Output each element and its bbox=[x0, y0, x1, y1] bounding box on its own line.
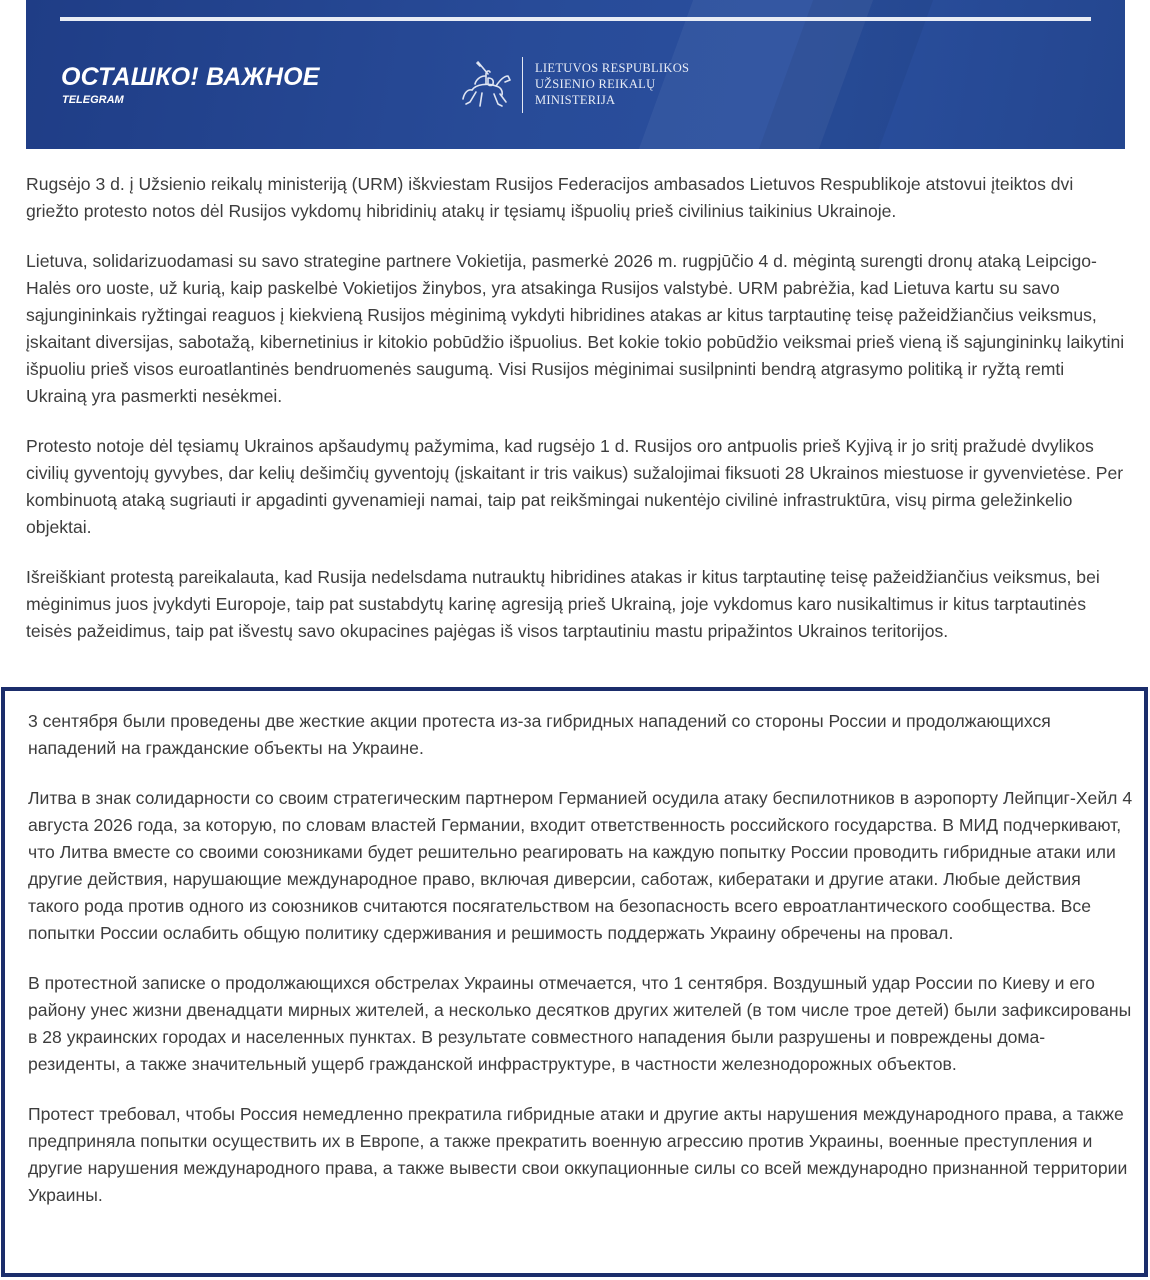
lithuanian-statement bbox=[26, 171, 1126, 668]
russian-translation-box bbox=[1, 687, 1148, 1277]
paragraph: Lietuva, solidarizuodamasi su savo strategine partnere Vokietija, pasmerkė 2026 m. rugpjūčio 4 d. mėgintą surengti dronų ataką Leipcigo-Halės oro uoste, už kurią, kaip paskelbė Vokietijos žinybos, yra atsakinga Rusijos valstybė. URM pabrėžia, kad Lietuva kartu su savo sąjungininkais ryžtingai reaguos į kiekvieną Rusijos mėginimą vykdyti hibridines atakas ar kitus tarptautinę teisę pažeidžiančius veiksmus, įskaitant diversijas, sabotažą, kibernetinius ir kitokio pobūdžio išpuolius. Bet kokie tokio pobūdžio veiksmai prieš vieną iš sąjungininkų laikytini išpuoliu prieš visos euroatlantinės bendruomenės saugumą. Visi Rusijos mėginimai susilpninti bendrą atgrasymo politiką ir ryžtą remti Ukrainą yra pasmerkti nesėkmei. bbox=[26, 251, 1125, 406]
channel-platform-label: TELEGRAM bbox=[62, 94, 124, 106]
ministry-name bbox=[535, 60, 689, 108]
ministry-line: MINISTERIJA bbox=[535, 93, 616, 107]
paragraph: Протест требовал, чтобы Россия немедленно прекратила гибридные атаки и другие акты нарушения международного права, а также предприняла попытки осуществить их в Европе, а также прекратить военную агрессию против Украины, военные преступления и другие нарушения международного права, а также вывести свои оккупационные силы со всей международно признанной территории Украины. bbox=[28, 1104, 1128, 1205]
paragraph: 3 сентября были проведены две жесткие акции протеста из-за гибридных нападений со стороны России и продолжающихся нападений на гражданские объекты на Украине. bbox=[28, 711, 1051, 758]
ministry-line: LIETUVOS RESPUBLIKOS bbox=[535, 61, 690, 75]
channel-name: ОСТАШКО! ВАЖНОЕ bbox=[61, 63, 320, 91]
paragraph: Rugsėjo 3 d. į Užsienio reikalų ministeriją (URM) iškviestam Rusijos Federacijos ambasados Lietuvos Respublikoje atstovui įteiktos dvi griežto protesto notos dėl Rusijos vykdomų hibridinių atakų ir tęsiamų išpuolių prieš civilinius taikinius Ukrainoje. bbox=[26, 174, 1074, 221]
paragraph: Литва в знак солидарности со своим стратегическим партнером Германией осудила атаку беспилотников в аэропорту Лейпциг-Хейл 4 августа 2026 года, за которую, по словам властей Германии, входит ответственность российского государства. В МИД подчеркивают, что Литва вместе со своими союзниками будет решительно реагировать на каждую попытку России проводить гибридные атаки или другие действия, нарушающие международное право, включая диверсии, саботаж, кибератаки и другие атаки. Любые действия такого рода против одного из союзников считаются посягательством на безопасность всего евроатлантического сообщества. Все попытки России ослабить общую политику сдерживания и решимость поддержать Украину обречены на провал. bbox=[28, 788, 1133, 943]
ministry-line: UŽSIENIO REIKALŲ bbox=[535, 77, 656, 91]
header-banner bbox=[26, 0, 1125, 149]
vytis-coat-of-arms-icon bbox=[458, 54, 516, 116]
paragraph: Išreiškiant protestą pareikalauta, kad Rusija nedelsdama nutrauktų hibridines atakas ir kitus tarptautinę teisę pažeidžiančius veiksmus, bei mėginimus juos įvykdyti Europoje, taip pat sustabdytų karinę agresiją prieš Ukrainą, joje vykdomus karo nusikaltimus ir kitus tarptautinės teisės pažeidimus, taip pat išvestų savo okupacines pajėgas iš visos tarptautiniu mastu pripažintos Ukrainos teritorijos. bbox=[26, 567, 1100, 641]
paragraph: В протестной записке о продолжающихся обстрелах Украины отмечается, что 1 сентября. Воздушный удар России по Киеву и его району унес жизни двенадцати мирных жителей, а несколько десятков других жителей (в том числе трое детей) были зафиксированы в 28 украинских городах и населенных пунктах. В результате совместного нападения были разрушены и повреждены дома-резиденты, а также значительный ущерб гражданской инфраструктуре, в частности железнодорожных объектов. bbox=[28, 973, 1132, 1074]
emblem-divider bbox=[522, 57, 523, 113]
russian-translation bbox=[28, 708, 1133, 1232]
paragraph: Protesto notoje dėl tęsiamų Ukrainos apšaudymų pažymima, kad rugsėjo 1 d. Rusijos oro antpuolis prieš Kyjivą ir jo sritį pražudė dvylikos civilių gyventojų gyvybes, dar kelių dešimčių gyventojų (įskaitant ir tris vaikus) sužalojimai fiksuoti 28 Ukrainos miestuose ir gyvenvietėse. Per kombinuotą ataką sugriauti ir apgadinti gyvenamieji namai, taip pat reikšmingai nukentėjo civilinė infrastruktūra, visų pirma geležinkelio objektai. bbox=[26, 436, 1124, 537]
banner-top-rule bbox=[60, 17, 1091, 21]
